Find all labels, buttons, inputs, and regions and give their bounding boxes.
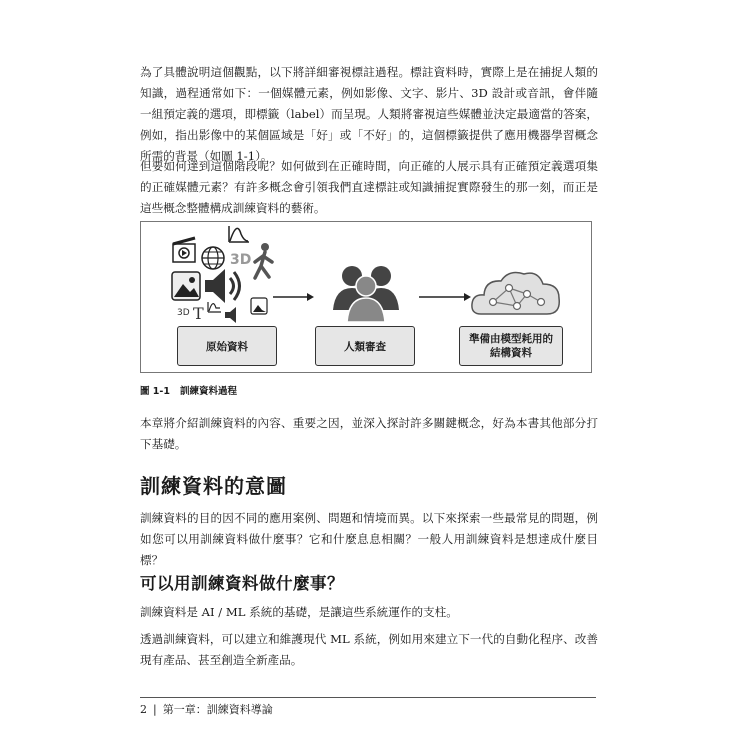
3d-label-large: 3D: [230, 252, 252, 268]
arrow-right-icon: [419, 293, 471, 301]
question-paragraph: 但要如何達到這個階段呢？如何做到在正確時間，向正確的人展示具有正確預定義選項集的正確媒體元素？有許多概念會引領我們直達標註或知識捕捉實際發生的那一刻，而正是這些概念整體構成訓練資料的藝術。: [140, 159, 598, 215]
section-heading: 訓練資料的意圖: [140, 474, 287, 498]
speaker-icon: [205, 269, 240, 303]
figure-caption-text: 訓練資料過程: [179, 386, 237, 397]
3d-label-small: 3D: [177, 308, 190, 318]
foundation-paragraph: 訓練資料是 AI / ML 系統的基礎，是讓這些系統運作的支柱。: [140, 605, 458, 619]
chapter-title: 第一章：訓練資料導論: [162, 703, 273, 716]
systems-paragraph: 透過訓練資料，可以建立和維護現代 ML 系統，例如用來建立下一代的自動化程序、改善現有產品、甚至創造全新產品。: [140, 632, 598, 667]
chapter-overview-paragraph: 本章將介紹訓練資料的內容、重要之因，並深入探討許多關鍵概念，好為本書其他部分打下基礎。: [140, 416, 598, 451]
figure-training-data-process: [140, 221, 592, 373]
chart-curve-icon: [229, 226, 249, 242]
subsection-heading: 可以用訓練資料做什麼事？: [140, 574, 344, 593]
structured-data-label-line2: 結構資料: [490, 347, 532, 359]
figure-number: 圖 1-1: [140, 386, 170, 397]
intro-paragraph: 為了具體說明這個觀點，以下將詳細審視標註過程。標註資料時，實際上是在捕捉人類的知識，過程通常如下：一個媒體元素，例如影像、文字、影片、3D 設計或音訊，會伴隨一組預定義的選項，即標籤（label）而呈現。人類將審視這些媒體並決定最適當的答案，例如，指出影像中的某個區域是「好」或「不好」的，這個標籤提供了應用機器學習概念所需的背景（如圖 1-1）。: [140, 65, 598, 163]
raw-data-box: [177, 326, 277, 366]
image-icon: [172, 272, 200, 300]
walking-person-icon: [255, 243, 272, 278]
page-number: 2: [140, 703, 147, 716]
clapperboard-icon: [173, 238, 195, 262]
text-icon: T: [193, 304, 204, 323]
structured-data-label-line1: 準備由模型耗用的: [469, 333, 553, 345]
people-group-icon: [333, 266, 399, 322]
arrow-right-icon: [273, 293, 314, 301]
raw-data-label: 原始資料: [206, 340, 248, 353]
human-review-box: [315, 326, 415, 366]
small-speaker-icon: [225, 307, 236, 323]
cloud-network-icon: [472, 273, 559, 314]
small-chart-icon: [208, 302, 221, 312]
footer-separator: |: [153, 703, 157, 716]
human-review-label: 人類審查: [344, 340, 386, 353]
figure-caption: [140, 383, 237, 397]
structured-data-box: [459, 326, 563, 366]
page-footer: [140, 701, 273, 717]
section-intro-paragraph: 訓練資料的目的因不同的應用案例、問題和情境而異。以下來探索一些最常見的問題，例如您可以用訓練資料做什麼事？它和什麼息息相關？一般人用訓練資料是想達成什麼目標？: [140, 511, 598, 567]
globe-icon: [202, 247, 224, 269]
footer-divider: [140, 697, 596, 698]
small-image-icon: [251, 298, 267, 314]
